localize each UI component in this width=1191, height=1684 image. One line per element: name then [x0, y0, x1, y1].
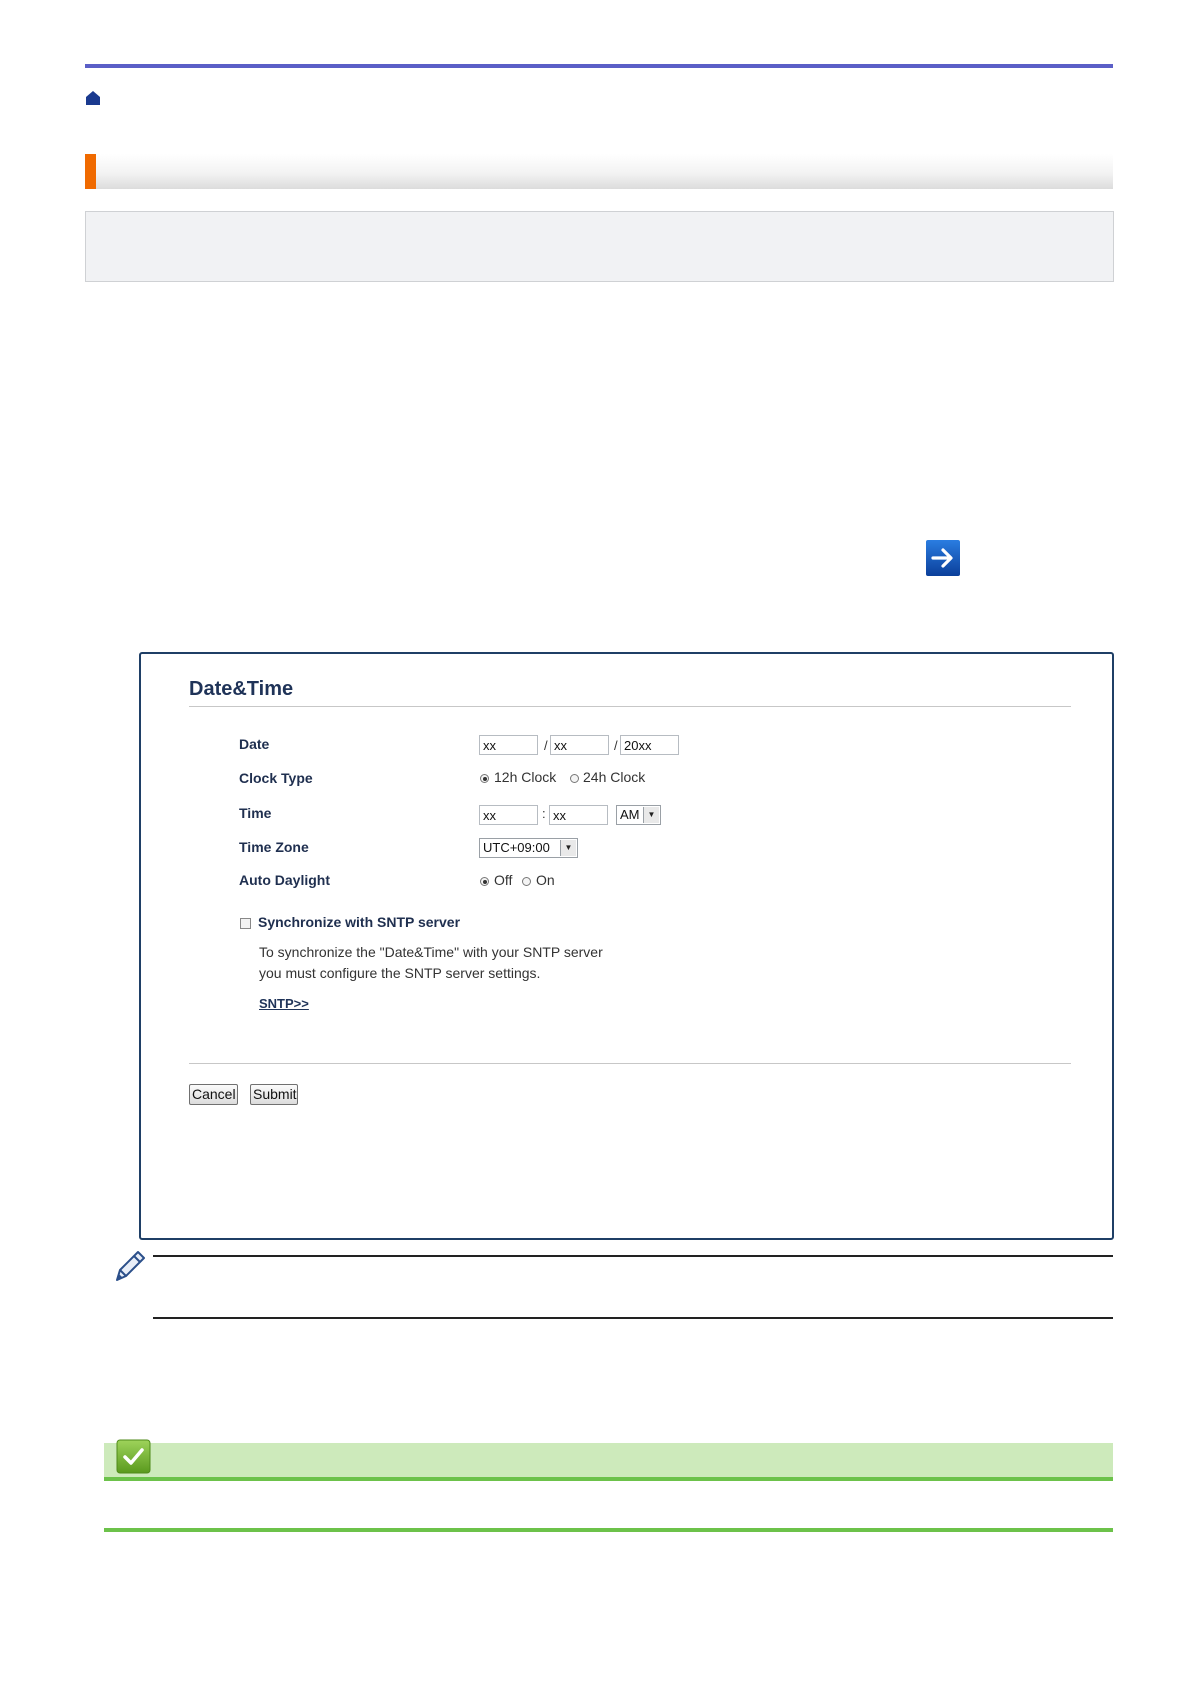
chevron-down-icon: ▼	[643, 807, 659, 823]
sync-description-line-2: you must configure the SNTP server settings.	[259, 965, 541, 981]
related-info-top-line	[104, 1477, 1113, 1481]
date-month-field[interactable]: xx	[479, 735, 538, 755]
arrow-right-icon	[925, 539, 961, 577]
clock-type-label: Clock Type	[239, 770, 313, 786]
radio-daylight-off[interactable]	[480, 877, 489, 886]
chevron-down-icon: ▼	[560, 840, 576, 856]
related-info-bottom-line	[104, 1528, 1113, 1532]
time-separator: :	[542, 806, 546, 821]
time-zone-select-value: UTC+09:00	[483, 840, 550, 855]
date-day-field[interactable]: xx	[550, 735, 609, 755]
panel-title-divider	[189, 706, 1071, 707]
sntp-link[interactable]: SNTP>>	[259, 996, 309, 1011]
panel-footer-divider	[189, 1063, 1071, 1064]
note-top-rule	[153, 1255, 1113, 1257]
sync-sntp-checkbox[interactable]	[240, 918, 251, 929]
checkmark-icon	[116, 1439, 151, 1474]
radio-daylight-on-label: On	[536, 872, 555, 888]
heading-accent	[85, 154, 96, 189]
section-heading-bar	[85, 154, 1113, 189]
sync-sntp-label: Synchronize with SNTP server	[258, 914, 461, 930]
date-separator-2: /	[614, 738, 618, 753]
time-zone-select[interactable]	[479, 838, 578, 858]
pencil-icon	[111, 1246, 147, 1284]
date-label: Date	[239, 736, 270, 752]
radio-12h-clock-label: 12h Clock	[494, 769, 557, 785]
date-separator-1: /	[544, 738, 548, 753]
home-icon[interactable]	[85, 90, 101, 106]
sync-description-line-1: To synchronize the "Date&Time" with your SNTP server	[259, 944, 603, 960]
note-bottom-rule	[153, 1317, 1113, 1319]
radio-24h-clock-label: 24h Clock	[583, 769, 646, 785]
radio-daylight-on[interactable]	[522, 877, 531, 886]
panel-title: Date&Time	[189, 678, 294, 700]
radio-24h-clock[interactable]	[570, 774, 579, 783]
related-info-bar	[104, 1443, 1113, 1478]
top-rule	[85, 64, 1113, 68]
time-zone-label: Time Zone	[239, 839, 309, 855]
ampm-select-value: AM	[620, 807, 640, 822]
radio-daylight-off-label: Off	[494, 872, 513, 888]
submit-button[interactable]: Submit	[250, 1084, 298, 1105]
date-year-field[interactable]: 20xx	[620, 735, 679, 755]
date-time-panel	[139, 652, 1114, 1240]
time-hour-field[interactable]: xx	[479, 805, 538, 825]
auto-daylight-label: Auto Daylight	[239, 872, 330, 888]
time-label: Time	[239, 805, 272, 821]
info-box	[85, 211, 1114, 282]
time-minute-field[interactable]: xx	[549, 805, 608, 825]
cancel-button[interactable]: Cancel	[189, 1084, 238, 1105]
radio-12h-clock[interactable]	[480, 774, 489, 783]
ampm-select[interactable]	[616, 805, 661, 825]
